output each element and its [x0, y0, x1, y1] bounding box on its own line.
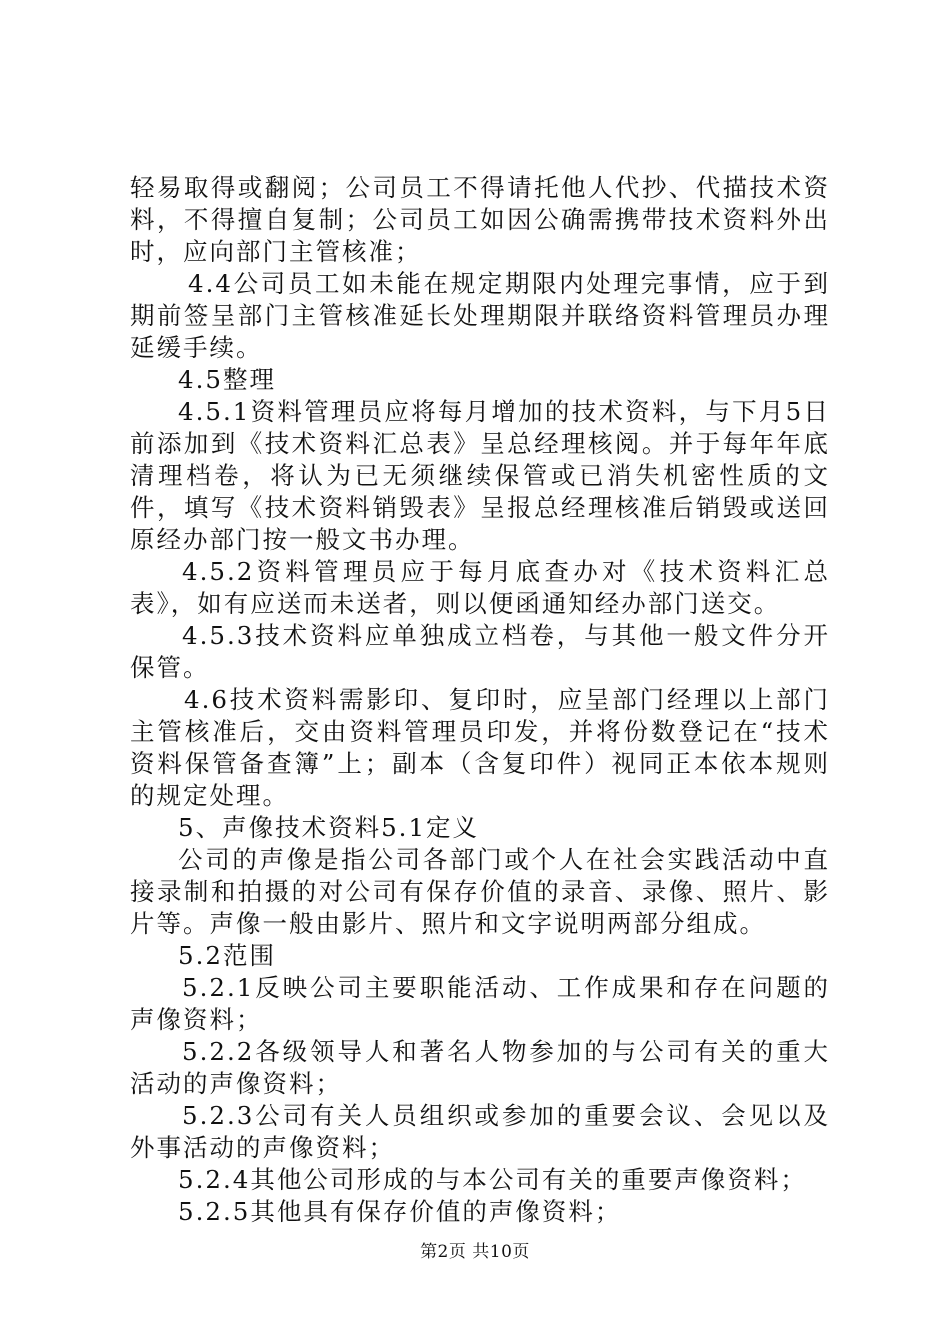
paragraph-continuation: 轻易取得或翻阅；公司员工不得请托他人代抄、代描技术资料，不得擅自复制；公司员工如因公确需携带技术资料外出时，应向部门主管核准；: [130, 173, 830, 266]
paragraph-4-5-2: 4.5.2资料管理员应于每月底查办对《技术资料汇总表》，如有应送而未送者，则以便函通知经办部门送交。: [130, 557, 830, 618]
paragraph-5-2-2: 5.2.2各级领导人和著名人物参加的与公司有关的重大活动的声像资料；: [130, 1037, 830, 1098]
paragraph-5-2-5: 5.2.5其他具有保存价值的声像资料；: [178, 1197, 622, 1226]
heading-4-5: 4.5整理: [178, 365, 276, 394]
document-body: [130, 172, 830, 1228]
paragraph-4-5-1: 4.5.1资料管理员应将每月增加的技术资料，与下月5日前添加到《技术资料汇总表》呈总经理核阅。并于每年年底清理档卷，将认为已无须继续保管或已消失机密性质的文件，填写《技术资料销毁表》呈报总经理核准后销毁或送回原经办部门按一般文书办理。: [130, 397, 830, 554]
paragraph-5-2-4: 5.2.4其他公司形成的与本公司有关的重要声像资料；: [178, 1165, 807, 1194]
paragraph-4-6: 4.6技术资料需影印、复印时，应呈部门经理以上部门主管核准后，交由资料管理员印发，并将份数登记在“技术资料保管备查簿”上；副本（含复印件）视同正本依本规则的规定处理。: [130, 685, 830, 810]
paragraph-4-4: 4.4公司员工如未能在规定期限内处理完事情，应于到期前签呈部门主管核准延长处理期限并联络资料管理员办理延缓手续。: [130, 269, 830, 362]
page-number-footer: 第2页 共10页: [420, 1242, 530, 1262]
heading-5-2: 5.2范围: [178, 941, 276, 970]
paragraph-5-1-definition: 公司的声像是指公司各部门或个人在社会实践活动中直接录制和拍摄的对公司有保存价值的录音、录像、照片、影片等。声像一般由影片、照片和文字说明两部分组成。: [130, 845, 830, 938]
paragraph-4-5-3: 4.5.3技术资料应单独成立档卷，与其他一般文件分开保管。: [130, 621, 830, 682]
heading-5: 5、声像技术资料5.1定义: [178, 813, 480, 842]
paragraph-5-2-3: 5.2.3公司有关人员组织或参加的重要会议、会见以及外事活动的声像资料；: [130, 1101, 830, 1162]
paragraph-5-2-1: 5.2.1反映公司主要职能活动、工作成果和存在问题的声像资料；: [130, 973, 830, 1034]
